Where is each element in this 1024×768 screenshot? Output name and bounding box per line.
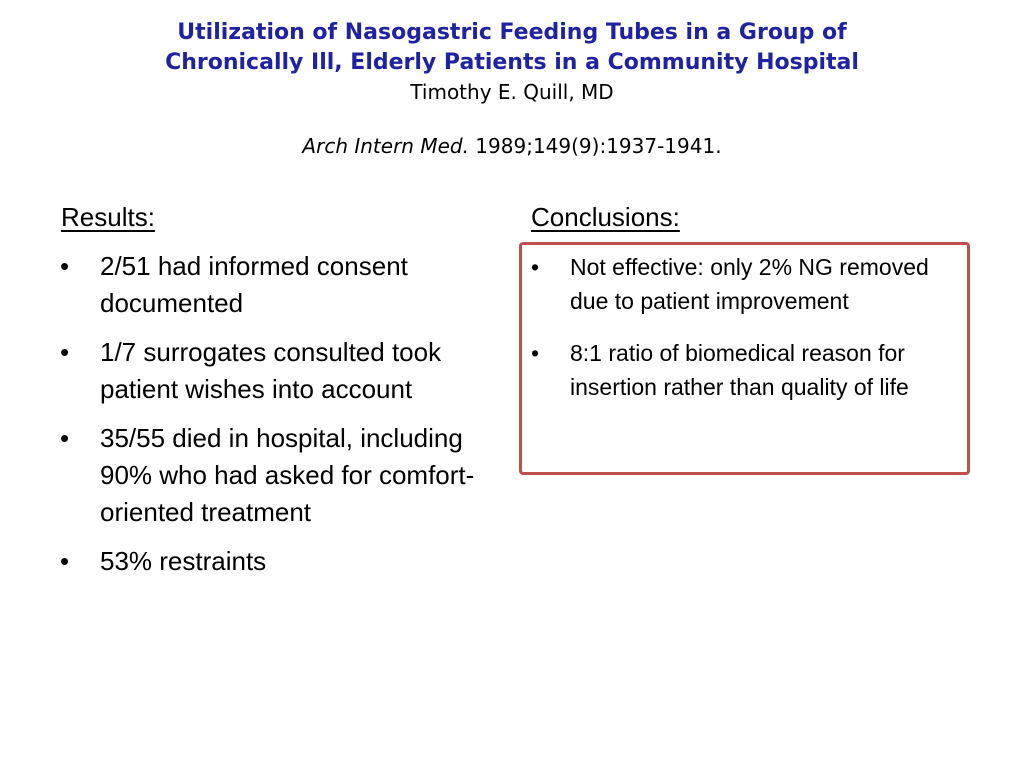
results-item-text: 1/7 surrogates consulted took patient wishes into account: [100, 337, 442, 404]
results-list: [54, 248, 504, 592]
bullet-icon: •: [60, 251, 70, 281]
conclusions-item: [525, 336, 965, 404]
citation-reference: 1989;149(9):1937-1941.: [468, 134, 722, 158]
citation-journal: Arch Intern Med.: [302, 134, 469, 158]
bullet-icon: •: [531, 340, 540, 366]
bullet-icon: •: [60, 423, 70, 453]
citation: [0, 132, 1024, 160]
results-item-text: 35/55 died in hospital, including 90% who had asked for comfort-oriented treatment: [100, 423, 475, 527]
bullet-icon: •: [60, 337, 70, 367]
conclusions-item: [525, 250, 965, 318]
results-heading: Results:: [61, 202, 155, 232]
title-block: [0, 18, 1024, 160]
results-item-text: 2/51 had informed consent documented: [100, 251, 408, 318]
conclusions-heading: Conclusions:: [531, 202, 680, 232]
conclusions-list: [525, 250, 965, 422]
results-item: [54, 543, 504, 580]
results-item: [54, 420, 504, 531]
results-item: [54, 248, 504, 322]
results-item: [54, 334, 504, 408]
conclusions-item-text: Not effective: only 2% NG removed due to patient improvement: [570, 254, 929, 314]
results-item-text: 53% restraints: [100, 546, 267, 576]
conclusions-item-text: 8:1 ratio of biomedical reason for insertion rather than quality of life: [570, 340, 909, 400]
bullet-icon: •: [60, 546, 70, 576]
title-line-1: Utilization of Nasogastric Feeding Tubes in a Group of: [177, 20, 847, 45]
author: Timothy E. Quill, MD: [410, 80, 614, 104]
title-line-2: Chronically Ill, Elderly Patients in a Community Hospital: [165, 50, 859, 75]
bullet-icon: •: [531, 254, 540, 280]
